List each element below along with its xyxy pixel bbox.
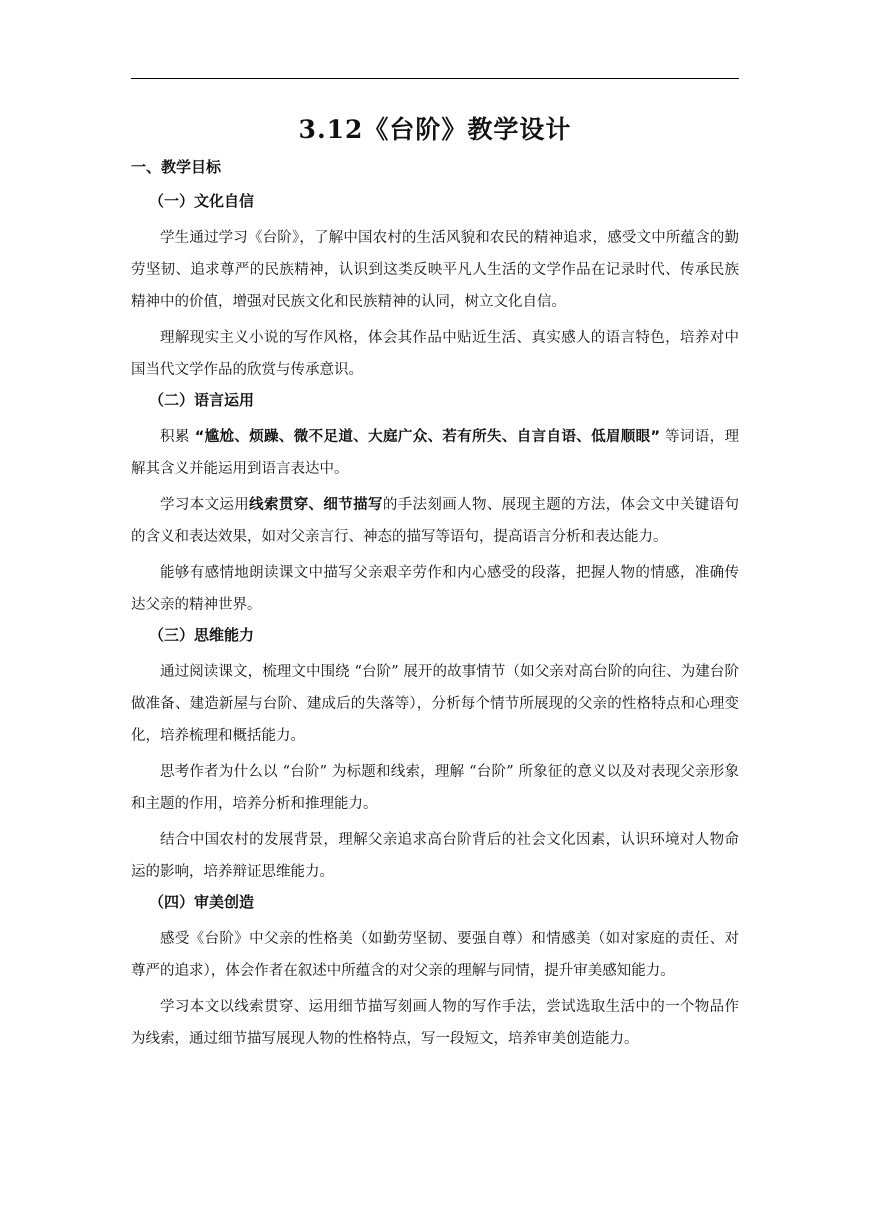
header-rule xyxy=(131,78,739,79)
paragraph: 学生通过学习《台阶》，了解中国农村的生活风貌和农民的精神追求，感受文中所蕴含的勤劳坚韧、追求尊严的民族精神，认识到这类反映平凡人生活的文学作品在记录时代、传承民族精神中的价值，增强对民族文化和民族精神的认同，树立文化自信。 xyxy=(131,230,739,310)
paragraph: 感受《台阶》中父亲的性格美（如勤劳坚韧、要强自尊）和情感美（如对家庭的责任、对尊严的追求），体会作者在叙述中所蕴含的对父亲的理解与同情，提升审美感知能力。 xyxy=(131,931,739,979)
page-title: 3.12《台阶》教学设计 xyxy=(298,115,572,144)
paragraph-techniques xyxy=(131,489,739,553)
paragraph: 思考作者为什么以 “台阶” 为标题和线索，理解 “台阶” 所象征的意义以及对表现父亲形象和主题的作用，培养分析和推理能力。 xyxy=(131,764,739,812)
paragraph: 结合中国农村的发展背景，理解父亲追求高台阶背后的社会文化因素，认识环境对人物命运的影响，培养辩证思维能力。 xyxy=(131,832,739,880)
subheading-aesthetic-creation: （四）审美创造 xyxy=(149,893,255,911)
text-run: 积累 xyxy=(160,429,195,445)
paragraph: 能够有感情地朗读课文中描写父亲艰辛劳作和内心感受的段落，把握人物的情感，准确传达父亲的精神世界。 xyxy=(131,565,739,613)
subheading-thinking-ability: （三）思维能力 xyxy=(149,626,255,644)
document-body xyxy=(131,112,739,1059)
paragraph-vocabulary xyxy=(131,421,739,485)
paragraph: 通过阅读课文，梳理文中围绕 “台阶” 展开的故事情节（如父亲对高台阶的向往、为建台阶做准备、建造新屋与台阶、建成后的失落等），分析每个情节所展现的父亲的性格特点和心理变化，培养梳理和概括能力。 xyxy=(131,664,739,744)
subheading-cultural-confidence: （一）文化自信 xyxy=(149,192,255,210)
bold-vocabulary-list: “尴尬、烦躁、微不足道、大庭广众、若有所失、自言自语、低眉顺眼” xyxy=(194,429,661,445)
paragraph: 理解现实主义小说的写作风格，体会其作品中贴近生活、真实感人的语言特色，培养对中国当代文学作品的欣赏与传承意识。 xyxy=(131,330,739,378)
text-run: 学习本文运用 xyxy=(160,497,250,513)
section-heading-objectives: 一、教学目标 xyxy=(131,158,222,176)
bold-techniques: 线索贯穿、细节描写 xyxy=(249,497,383,513)
subheading-language-use: （二）语言运用 xyxy=(149,391,255,409)
text-run: 的手法刻画人物、展现主题的方法，体会文中关键语句的含义和表达效果，如对父亲言行、神态的描写等语句，提高语言分析和表达能力。 xyxy=(131,497,740,545)
text-run: 等词语，理解其含义并能运用到语言表达中。 xyxy=(131,429,739,477)
paragraph: 学习本文以线索贯穿、运用细节描写刻画人物的写作手法，尝试选取生活中的一个物品作为线索，通过细节描写展现人物的性格特点，写一段短文，培养审美创造能力。 xyxy=(131,999,739,1047)
